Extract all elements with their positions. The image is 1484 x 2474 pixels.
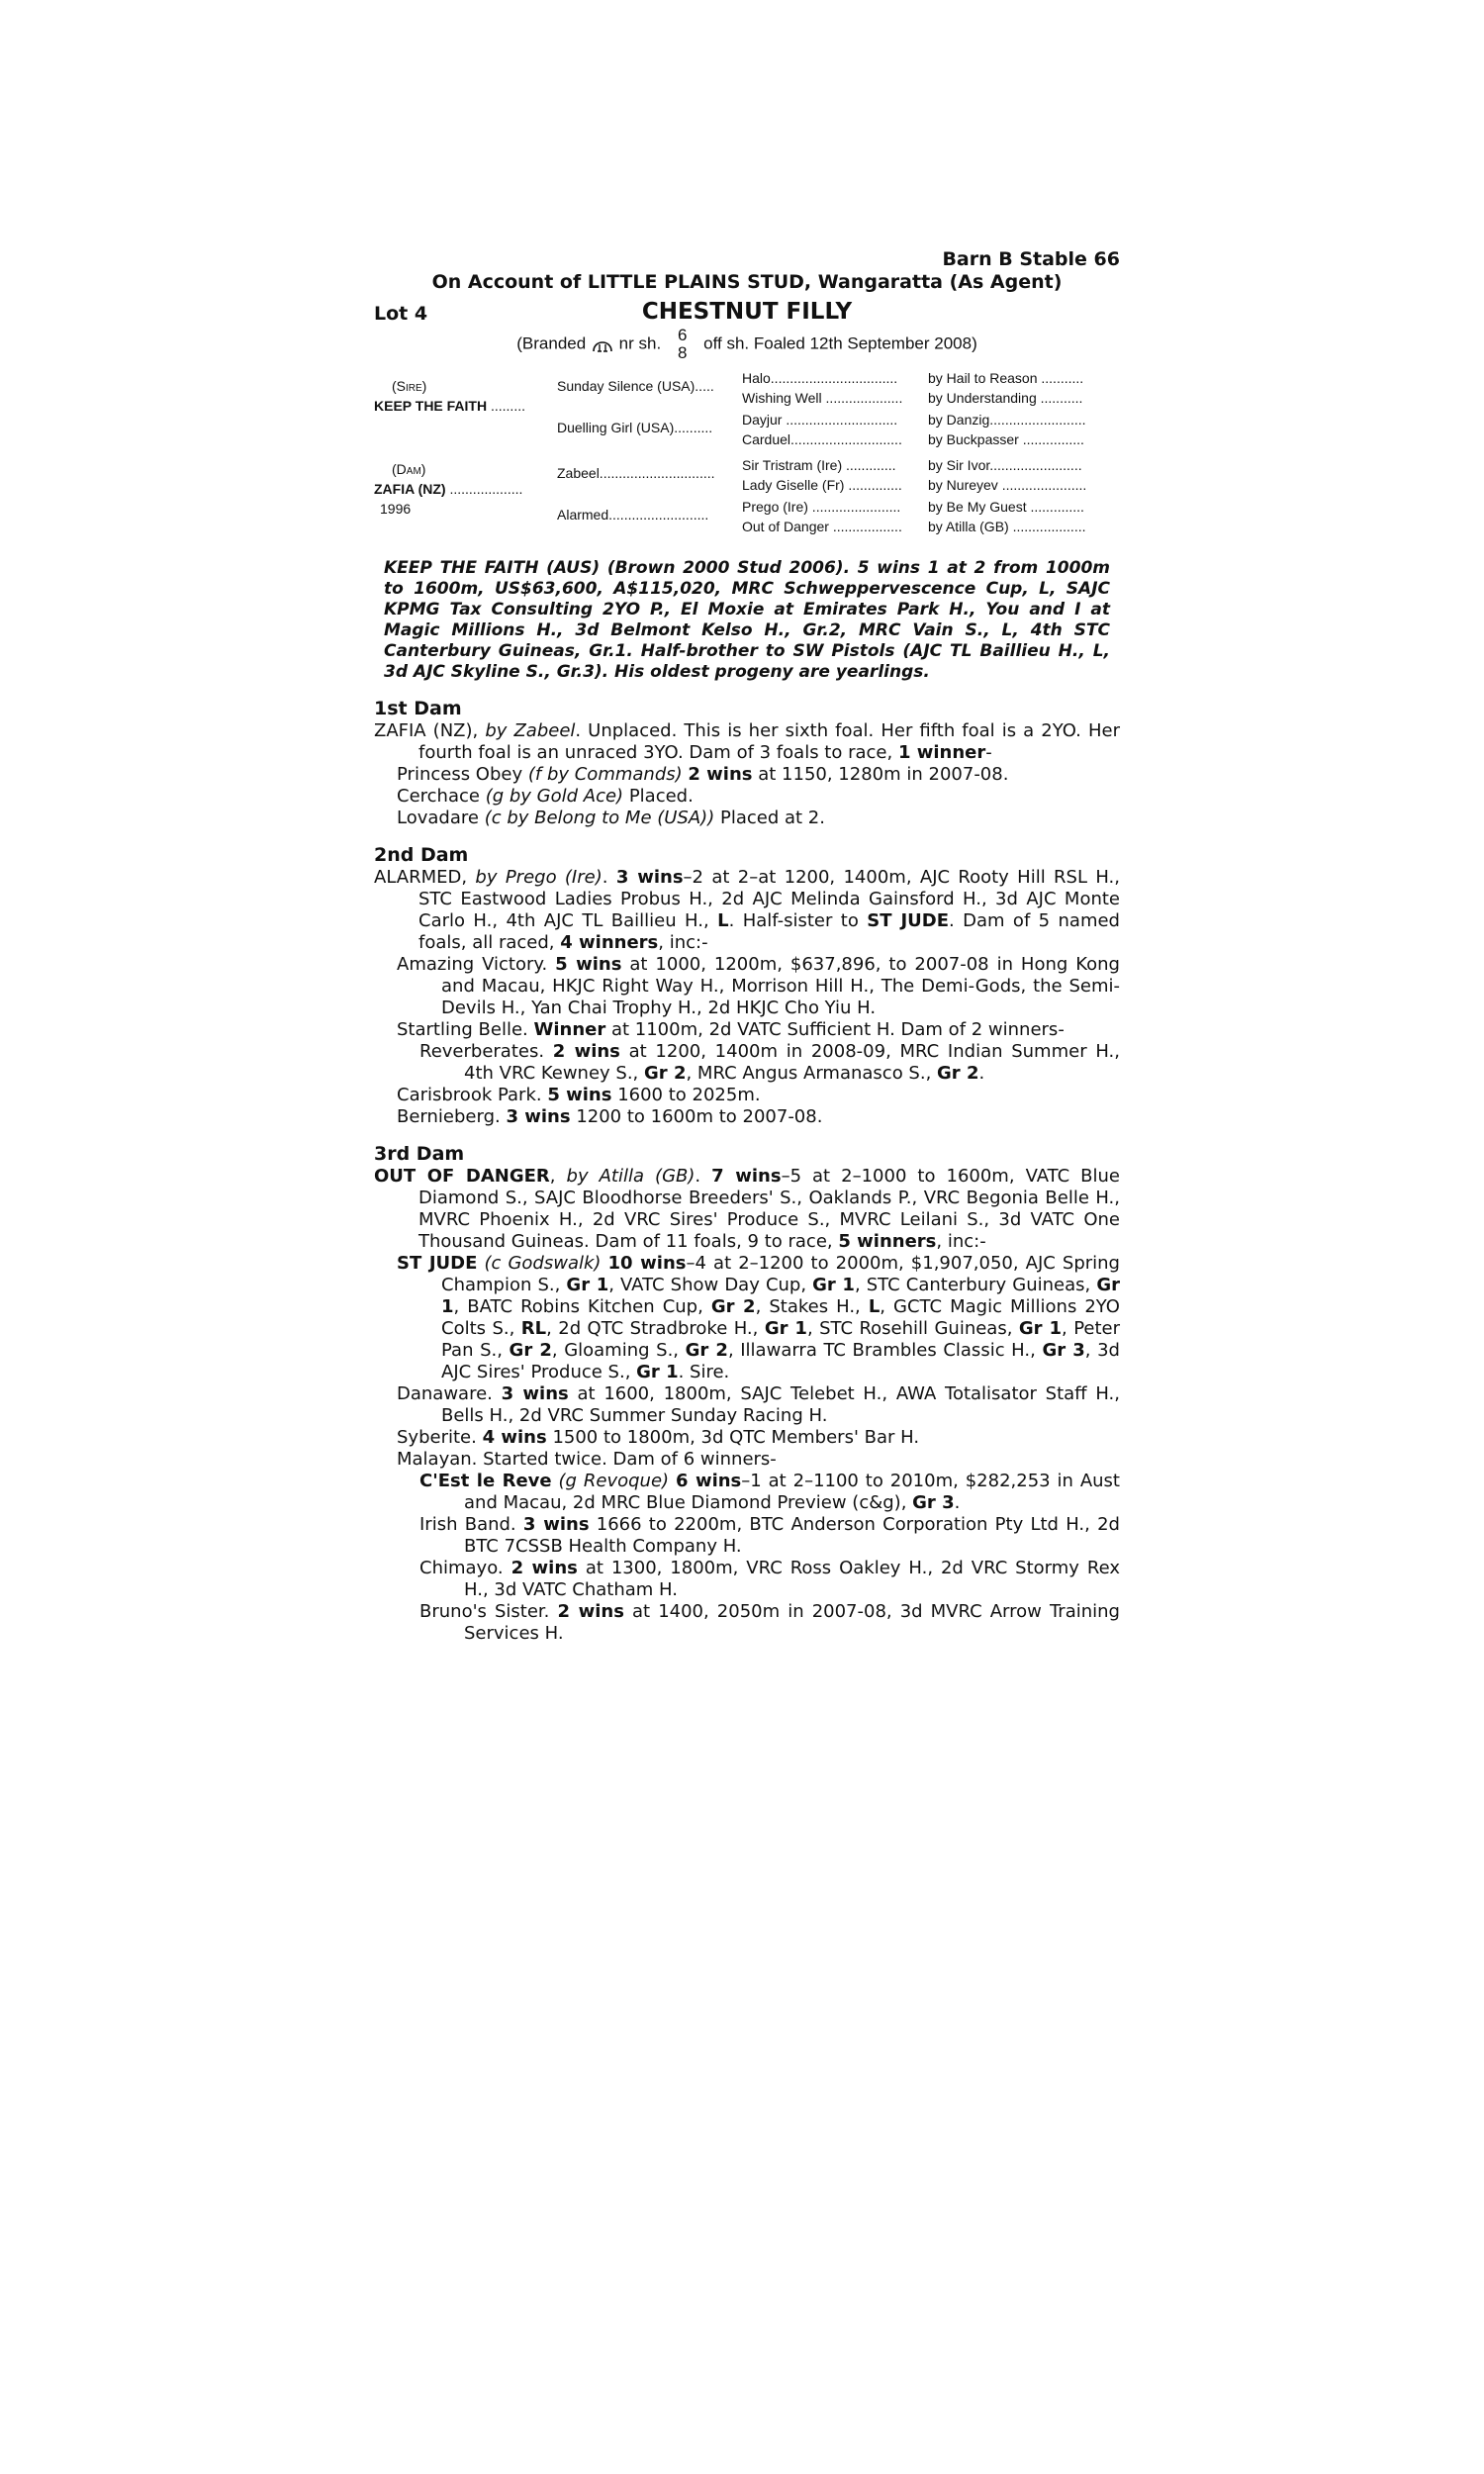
third-dam-entry: OUT OF DANGER, by Atilla (GB). 7 wins–5 at 2–1000 to 1600m, VATC Blue Diamond S., SAJC Bloodhorse Breeders' S., Oaklands P., VRC Begonia Belle H., MVRC Phoenix H., 2d VRC Sires' Produce S., MVRC Leilani S., 3d VATC One Thousand Guineas. Dam of 11 foals, 9 to race, 5 winners, inc:- [374,1166,1120,1252]
progeny-record: at 1200, 1400m in 2008-09, MRC Indian Summer H., 4th VRC Kewney S., [464,1041,1120,1084]
gg-name: Halo................................. [742,370,898,386]
progeny-entry [397,808,1120,829]
progeny-record: –4 at 2–1200 to 2000m, $1,907,050, AJC Spring Champion S., [441,1253,1120,1295]
progeny-wins: 10 wins [607,1253,687,1274]
progeny-entry [419,1514,1120,1558]
frac-top: 6 [677,326,688,344]
progeny-record: Placed. [628,786,694,807]
progeny-entry [419,1041,1120,1085]
progeny-record: 1666 to 2200m, BTC Anderson Corporation Pty Ltd H., 2d BTC 7CSSB Health Company H. [464,1514,1120,1557]
brand-line [374,327,1120,362]
dam-role: (Dam) [392,461,426,477]
progeny-wins: 3 wins [522,1514,590,1535]
winner-count: 1 winner [897,742,986,763]
first-dam-heading: 1st Dam [374,698,462,719]
progeny-name: Bruno's Sister. [419,1601,550,1622]
dam-name-line [374,481,522,497]
race-grade: Gr 2 [685,1340,728,1361]
winner-count: 5 winners [838,1231,937,1252]
progeny-record: –1 at 2–1100 to 2010m, $282,253 in Aust and Macau, 2d MRC Blue Diamond Preview (c&g), [464,1471,1120,1513]
progeny-wins: 3 wins [501,1383,569,1404]
first-dam-entry [374,720,1120,764]
progeny-entry: Malayan. Started twice. Dam of 6 winners- [397,1449,777,1470]
progeny-entry [397,1253,1120,1383]
race-grade: RL [520,1318,547,1339]
foaling-date: off sh. Foaled 12th September 2008) [703,333,977,353]
race-grade: Gr 3 [1042,1340,1085,1361]
progeny-name: Carisbrook Park. [397,1085,542,1105]
progeny-name: Princess Obey [397,764,523,785]
dash: - [985,742,992,763]
race-grade: Gr 1 [812,1275,855,1295]
progeny-record: 1500 to 1800m, 3d QTC Members' Bar H. [552,1427,920,1448]
grandsire-maternal: Zabeel.............................. [557,465,715,481]
progeny-wins: 2 wins [552,1041,620,1062]
dam-record: . Unplaced. This is her sixth foal. Her fifth foal is a 2YO. Her fourth foal is an unraced 3YO. Dam of 3 foals to race, [418,720,1120,763]
granddam-maternal: Alarmed.......................... [557,507,709,523]
progeny-sire: (f by Commands) [527,764,683,785]
progeny-entry [397,1427,1120,1449]
progeny-record: , MRC Angus Armanasco S., [686,1063,932,1084]
progeny-record: , VATC Show Day Cup, [608,1275,807,1295]
progeny-entry [397,1383,1120,1427]
vendor-account: On Account of LITTLE PLAINS STUD, Wangaratta (As Agent) [431,271,1063,293]
third-dam-heading: 3rd Dam [374,1143,465,1165]
second-dam-entry: ALARMED, by Prego (Ire). 3 wins–2 at 2–at 1200, 1400m, AJC Rooty Hill RSL H., STC Eastwood Ladies Probus H., 2d AJC Melinda Gainsford H., 3d AJC Monte Carlo H., 4th AJC TL Baillieu H., L. Half-sister to ST JUDE. Dam of 5 named foals, all raced, 4 winners, inc:- [374,867,1120,953]
progeny-record: . Sire. [678,1362,730,1382]
dam-record: –5 at 2–1000 to 1600m, VATC Blue Diamond S., SAJC Bloodhorse Breeders' S., Oaklands P., VRC Begonia Belle H., MVRC Phoenix H., 2d VRC Sires' Produce S., MVRC Leilani S., 3d VATC One Thousand Guineas. Dam of 11 foals, 9 to race, [418,1166,1120,1252]
sire-dots: ......... [490,398,525,414]
progeny-record: . [978,1063,985,1084]
dam-wins: 7 wins [711,1166,782,1187]
progeny-sire: (g Revoque) [558,1471,670,1491]
dam-sire: by Atilla (GB) [566,1166,696,1187]
dam-name: OUT OF DANGER [374,1166,550,1187]
race-grade: Gr 1 [566,1275,609,1295]
progeny-record: , 3d AJC Sires' Produce S., [441,1340,1120,1382]
frac-bottom: 8 [677,343,688,362]
progeny-wins: 5 wins [555,954,622,975]
progeny-entry [419,1601,1120,1645]
progeny-record: at 1600, 1800m, SAJC Telebet H., AWA Totalisator Staff H., Bells H., 2d VRC Summer Sunday Racing H. [441,1383,1120,1426]
grandsire-paternal: Sunday Silence (USA)..... [557,378,714,394]
progeny-record: , Illawarra TC Brambles Classic H., [727,1340,1036,1361]
progeny-record: at 1300, 1800m, VRC Ross Oakley H., 2d VRC Stormy Rex H., 3d VATC Chatham H. [464,1558,1120,1600]
gg-by: by Danzig......................... [928,412,1086,428]
progeny-wins: 4 wins [482,1427,547,1448]
progeny-wins: 5 wins [547,1085,612,1105]
progeny-name: Syberite. [397,1427,477,1448]
progeny-record: , BATC Robins Kitchen Cup, [453,1296,703,1317]
lot-number: Lot 4 [374,303,428,325]
race-grade: Gr 1 [764,1318,807,1339]
second-dam-heading: 2nd Dam [374,844,469,866]
gg-name: Carduel............................. [742,431,902,447]
race-grade: Gr 1 [636,1362,679,1382]
sire-name: KEEP THE FAITH [374,398,488,414]
gg-name: Sir Tristram (Ire) ............. [742,457,896,473]
progeny-record: at 1400, 2050m in 2007-08, 3d MVRC Arrow Training Services H. [464,1601,1120,1644]
progeny-name: Cerchace [397,786,480,807]
gg-by: by Buckpasser ................ [928,431,1084,447]
progeny-name: Reverberates. [419,1041,545,1062]
dam-record: –2 at 2–at 1200, 1400m, AJC Rooty Hill RSL H., STC Eastwood Ladies Probus H., 2d AJC Melinda Gainsford H., 3d AJC Monte Carlo H., 4th AJC TL Baillieu H., [418,867,1120,931]
progeny-name: Danaware. [397,1383,493,1404]
progeny-entry [419,1471,1120,1514]
race-grade: Gr 3 [912,1492,955,1513]
progeny-record: at 1000, 1200m, $637,896, to 2007-08 in Hong Kong and Macau, HKJC Right Way H., Morrison Hill H., The Demi-Gods, the Semi-Devils H., Yan Chai Trophy H., 2d HKJC Cho Yiu H. [441,954,1120,1018]
dam-sire: by Prego (Ire) [475,867,603,888]
race-grade: Gr 2 [937,1063,979,1084]
progeny-entry [397,764,1120,786]
progeny-name: ST JUDE [397,1253,478,1274]
progeny-entry [397,1085,1120,1106]
sire-biography: KEEP THE FAITH (AUS) (Brown 2000 Stud 2006). 5 wins 1 at 2 from 1000m to 1600m, US$63,600, A$115,020, MRC Schweppervescence Cup, L, SAJC KPMG Tax Consulting 2YO P., El Moxie at Emirates Park H., You and I at Magic Millions H., 3d Belmont Kelso H., Gr.2, MRC Vain S., L, 4th STC Canterbury Guineas, Gr.1. Half-brother to SW Pistols (AJC TL Baillieu H., L, 3d AJC Skyline S., Gr.3). His oldest progeny are yearlings. [384,558,1110,682]
gg-by: by Atilla (GB) ................... [928,519,1086,534]
progeny-record: , Peter Pan S., [441,1318,1121,1361]
progeny-entry [419,1558,1120,1601]
catalogue-page [374,247,1120,1645]
branded-label: (Branded [516,333,587,353]
gg-name: Prego (Ire) ....................... [742,499,901,515]
race-grade: L [868,1296,881,1317]
sire-name-line [374,398,525,414]
brand-fraction [678,327,687,362]
progeny-entry [397,786,1120,808]
progeny-sire: (c Godswalk) [484,1253,602,1274]
race-grade: L [717,910,729,931]
brand-symbol-icon [591,334,614,354]
gg-by: by Understanding ........... [928,390,1083,406]
gg-name: Wishing Well .................... [742,390,903,406]
progeny-wins: 2 wins [557,1601,624,1622]
progeny-wins: 2 wins [688,764,753,785]
progeny-record: , GCTC Magic Millions 2YO Colts S., [441,1296,1120,1339]
dam-sire: by Zabeel [485,720,576,741]
progeny-record: 1200 to 1600m to 2007-08. [576,1106,823,1127]
progeny-entry [397,954,1120,1019]
progeny-record: , Gloaming S., [551,1340,680,1361]
race-grade: Gr 2 [509,1340,552,1361]
dam-name: ZAFIA (NZ) [374,481,446,497]
progeny-wins: 3 wins [506,1106,571,1127]
progeny-sire: (c by Belong to Me (USA)) [484,808,715,828]
progeny-wins: 6 wins [675,1471,742,1491]
progeny-name: Lovadare [397,808,479,828]
progeny-record: Placed at 2. [719,808,825,828]
gg-by: by Nureyev ...................... [928,477,1087,493]
progeny-record: , STC Canterbury Guineas, [854,1275,1091,1295]
progeny-name: Bernieberg. [397,1106,501,1127]
progeny-wins: Winner [533,1019,606,1040]
dam-record: , inc:- [658,932,708,953]
progeny-record: , 2d QTC Stradbroke H., [546,1318,759,1339]
race-grade: Gr 2 [710,1296,756,1317]
gg-by: by Be My Guest .............. [928,499,1084,515]
dam-record: . Dam of 5 named foals, all raced, [418,910,1120,953]
race-grade: Gr 1 [441,1275,1120,1317]
pedigree-table [374,370,1120,548]
sire-role: (Sire) [392,378,427,394]
progeny-record: , Stakes H., [755,1296,861,1317]
race-grade: Gr 1 [1018,1318,1063,1339]
gg-name: Dayjur ............................. [742,412,898,428]
lot-title: CHESTNUT FILLY [641,299,853,325]
dam-record: , inc:- [936,1231,986,1252]
gg-by: by Sir Ivor........................ [928,457,1082,473]
progeny-name: Chimayo. [419,1558,504,1578]
dam-dots: ................... [449,481,523,497]
half-sibling: ST JUDE [867,910,949,931]
dam-name: ZAFIA (NZ), [374,720,479,741]
brand-nr-sh: nr sh. [618,333,662,353]
lot-row [374,297,1120,327]
dam-year: 1996 [380,501,412,517]
progeny-name: Amazing Victory. [397,954,548,975]
progeny-wins: 2 wins [510,1558,578,1578]
progeny-entry [397,1106,1120,1128]
dam-name: ALARMED, [374,867,468,888]
granddam-paternal: Duelling Girl (USA).......... [557,420,713,435]
progeny-name: C'Est le Reve [419,1471,552,1491]
progeny-name: Startling Belle. [397,1019,528,1040]
gg-name: Lady Giselle (Fr) .............. [742,477,902,493]
progeny-record: at 1100m, 2d VATC Sufficient H. Dam of 2 winners- [610,1019,1065,1040]
progeny-entry [397,1019,1120,1041]
barn-stable: Barn B Stable 66 [942,248,1120,270]
race-grade: Gr 2 [644,1063,687,1084]
dam-wins: 3 wins [615,867,684,888]
progeny-record: at 1150, 1280m in 2007-08. [758,764,1009,785]
gg-by: by Hail to Reason ........... [928,370,1084,386]
gg-name: Out of Danger .................. [742,519,902,534]
winner-count: 4 winners [560,932,659,953]
progeny-record: . [954,1492,961,1513]
progeny-sire: (g by Gold Ace) [485,786,624,807]
progeny-name: Irish Band. [419,1514,516,1535]
progeny-record: , STC Rosehill Guineas, [806,1318,1013,1339]
progeny-record: 1600 to 2025m. [617,1085,761,1105]
dam-record: . Half-sister to [728,910,859,931]
